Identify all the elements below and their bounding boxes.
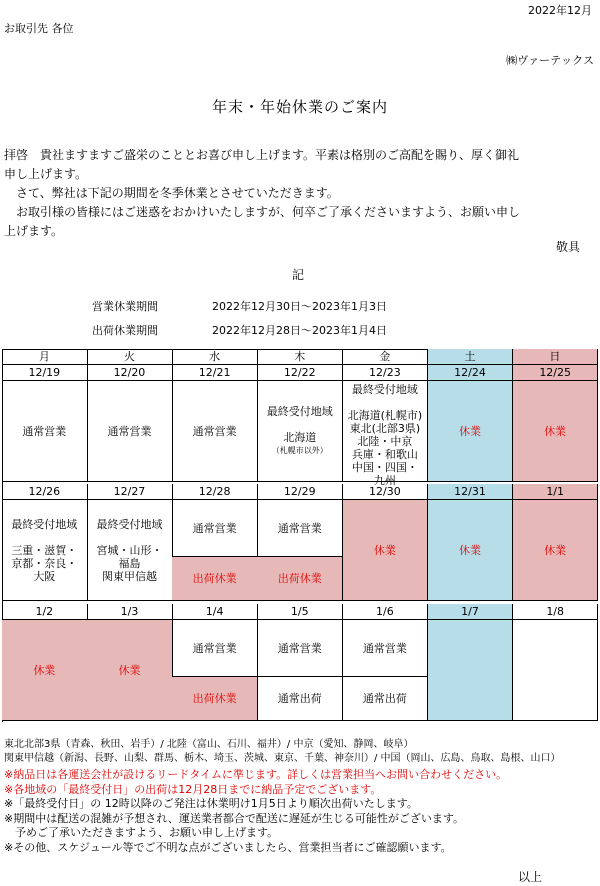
status-subtext: （札幌市以外） [271,446,328,455]
weekday-header [343,349,429,365]
status-text: 休業 [459,424,482,438]
day-cell [172,381,258,482]
date-cell [2,365,88,381]
day-cell [428,500,514,601]
status-text: 北陸・中京 [357,435,413,448]
weekday-header [513,349,598,365]
status-text: 通常営業 [277,521,322,535]
remarks [4,768,507,855]
weekday-header [428,349,514,365]
date-cell [257,604,343,620]
status-text: 宮城・山形・ [96,543,163,557]
weekday-label: 日 [549,350,561,363]
weekday-header [257,349,343,365]
status-text: 通常営業 [192,521,237,535]
day-cell [428,620,514,721]
status-text: 北海道(札幌市) [347,409,423,422]
date-label: 12/22 [283,366,316,379]
weekday-label: 月 [38,350,50,363]
status-cell-upper [172,620,258,677]
status-text [128,531,132,544]
day-cell [428,381,514,482]
status-text: 通常営業 [107,424,152,438]
day-cell [87,500,173,601]
date-label: 12/19 [28,366,61,379]
region-note-2: 関東甲信越（新潟、長野、山梨、群馬、栃木、埼玉、茨城、東京、千葉、神奈川）/ 中国（岡山、広島、鳥取、島根、山口） [4,753,561,764]
date-cell [513,365,599,381]
status-cell-lower [343,677,429,721]
status-text: 通常営業 [277,641,322,655]
status-text: 関東甲信越 [101,569,157,583]
date-label: 1/1 [546,485,565,498]
status-cell-upper [172,500,258,557]
document-date: 2022年12月 [528,4,592,17]
day-cell [343,500,429,601]
weekday-label: 木 [294,350,306,363]
ki-heading: 記 [292,268,305,282]
date-label: 1/8 [546,605,565,618]
status-text: 通常営業 [192,424,237,438]
remark-cutoff: ※「最終受付日」の 12時以降のご発注は休業明け1月5日より順次出荷いたします。 [4,797,418,810]
status-cell-lower [257,557,343,601]
date-label: 12/27 [113,485,146,498]
greeting-paragraph: 拝啓 貴社ますますご盛栄のこととお喜び申し上げます。平素は格別のご高配を賜り、厚く御礼 申し上げます。 さて、弊社は下記の期間を冬季休業とさせていただきます。 お取引様の皆様にはご迷惑をおかけいたしますが、何卒ご了承くださいますよう、お願い申し 上げます。 [4,148,521,238]
company-name: ㈱ヴァーテックス [506,54,594,67]
day-cell [257,381,343,482]
day-cell [87,381,173,482]
weekday-label: 水 [209,350,221,363]
status-text: 通常営業 [192,641,237,655]
day-cell [2,381,88,482]
status-text: 最終受付地域 [11,517,78,531]
region-note-1: 東北北部3県（青森、秋田、岩手）/ 北陸（富山、石川、福井）/ 中京（愛知、静岡、岐阜） [4,739,414,750]
date-label: 12/30 [369,485,401,498]
shipping-closure-value: 2022年12月28日～2023年1月4日 [212,324,387,337]
weekday-header [172,349,258,365]
status-text [298,418,302,431]
status-text: 休業 [544,424,567,438]
status-text: 九州 [373,474,396,487]
status-text: 三重・滋賀・ [11,543,78,557]
date-label: 12/26 [28,485,61,498]
weekday-header [2,349,88,365]
status-cell-lower [172,557,258,601]
status-text [43,531,47,544]
date-cell [87,604,173,620]
date-cell [343,365,429,381]
remark-last-day: ※各地域の「最終受付日」の出荷は12月28日までに納品予定でございます。 [4,782,382,796]
day-cell [87,620,173,721]
date-label: 12/29 [283,485,316,498]
status-text: 休業 [33,663,56,677]
status-text: 出荷休業 [192,572,237,585]
date-cell [257,365,343,381]
date-label: 1/3 [120,605,139,618]
status-text: 兵庫・和歌山 [351,448,418,461]
status-cell-upper [257,620,343,677]
weekday-label: 火 [123,350,135,363]
date-cell [343,484,429,500]
date-cell [513,604,599,620]
date-cell [87,365,173,381]
date-label: 1/4 [205,605,224,618]
day-cell [513,500,599,601]
date-cell [2,484,88,500]
status-text: 中国・四国・ [351,461,418,474]
date-cell [513,484,599,500]
date-label: 12/31 [454,485,486,498]
status-text: 休業 [544,543,567,557]
status-text: 北海道 [283,431,317,444]
date-label: 12/28 [198,485,231,498]
status-text: 通常出荷 [277,692,322,705]
recipient: お取引先 各位 [4,22,74,35]
date-cell [257,484,343,500]
day-cell [513,620,599,721]
date-cell [428,604,514,620]
date-label: 12/24 [454,366,486,379]
remark-delay: ※期間中は配送の混雑が予想され、運送業者都合で配送に遅延が生じる可能性がございます。 [4,811,464,825]
status-text: 通常出荷 [362,692,407,705]
weekday-header [87,349,173,365]
date-cell [172,484,258,500]
status-text: 最終受付地域 [351,383,418,396]
date-cell [428,484,514,500]
day-cell [2,620,88,721]
date-label: 1/6 [376,605,394,618]
remark-delay-cont: 予めご了承いただきますよう、お願い申し上げます。 [4,826,279,839]
status-text: 最終受付地域 [266,405,333,418]
status-text: 休業 [373,543,396,557]
holiday-calendar [2,349,598,732]
date-label: 1/2 [35,605,54,618]
date-cell [172,365,258,381]
date-label: 12/25 [539,366,572,379]
status-text: 休業 [118,663,141,677]
status-text: 通常営業 [22,424,67,438]
weekday-label: 土 [464,350,476,363]
date-label: 1/7 [461,605,479,618]
weekday-label: 金 [379,350,391,363]
business-closure-label: 営業休業期間 [92,300,158,313]
date-label: 12/23 [369,366,401,379]
ijou: 以上 [517,870,542,884]
status-text: 京都・奈良・ [11,556,78,570]
status-text: 福島 [118,556,141,570]
status-cell-lower [257,677,343,721]
status-text: 大阪 [33,569,56,583]
date-cell [172,604,258,620]
day-cell [343,381,429,487]
status-text: 出荷休業 [192,692,237,705]
status-cell-upper [343,620,429,677]
status-text: 東北(北部3県) [349,422,421,435]
status-text: 出荷休業 [277,572,322,585]
status-cell-upper [257,500,343,557]
date-cell [2,604,88,620]
day-cell [513,381,599,482]
date-cell [87,484,173,500]
shipping-closure-label: 出荷休業期間 [92,324,158,337]
date-cell [343,604,429,620]
status-text: 最終受付地域 [96,517,163,531]
business-closure-value: 2022年12月30日～2023年1月3日 [212,300,387,313]
status-text [383,396,387,409]
date-label: 12/20 [113,366,146,379]
status-text: 休業 [459,543,482,557]
closing-keigu: 敬具 [555,240,580,254]
date-label: 12/21 [198,366,231,379]
status-cell-lower [172,677,258,721]
status-text: 通常営業 [362,641,407,655]
remark-leadtime: ※納品日は各運送会社が設けるリードタイムに準じます。詳しくは営業担当へお問い合わせください。 [4,768,508,781]
date-cell [428,365,514,381]
page-title: 年末・年始休業のご案内 [211,98,388,116]
day-cell [2,500,88,601]
date-label: 1/5 [290,605,309,618]
remark-contact: ※その他、スケジュール等でご不明な点がございましたら、営業担当者にご確認願います。 [4,840,452,854]
notes [4,738,561,766]
